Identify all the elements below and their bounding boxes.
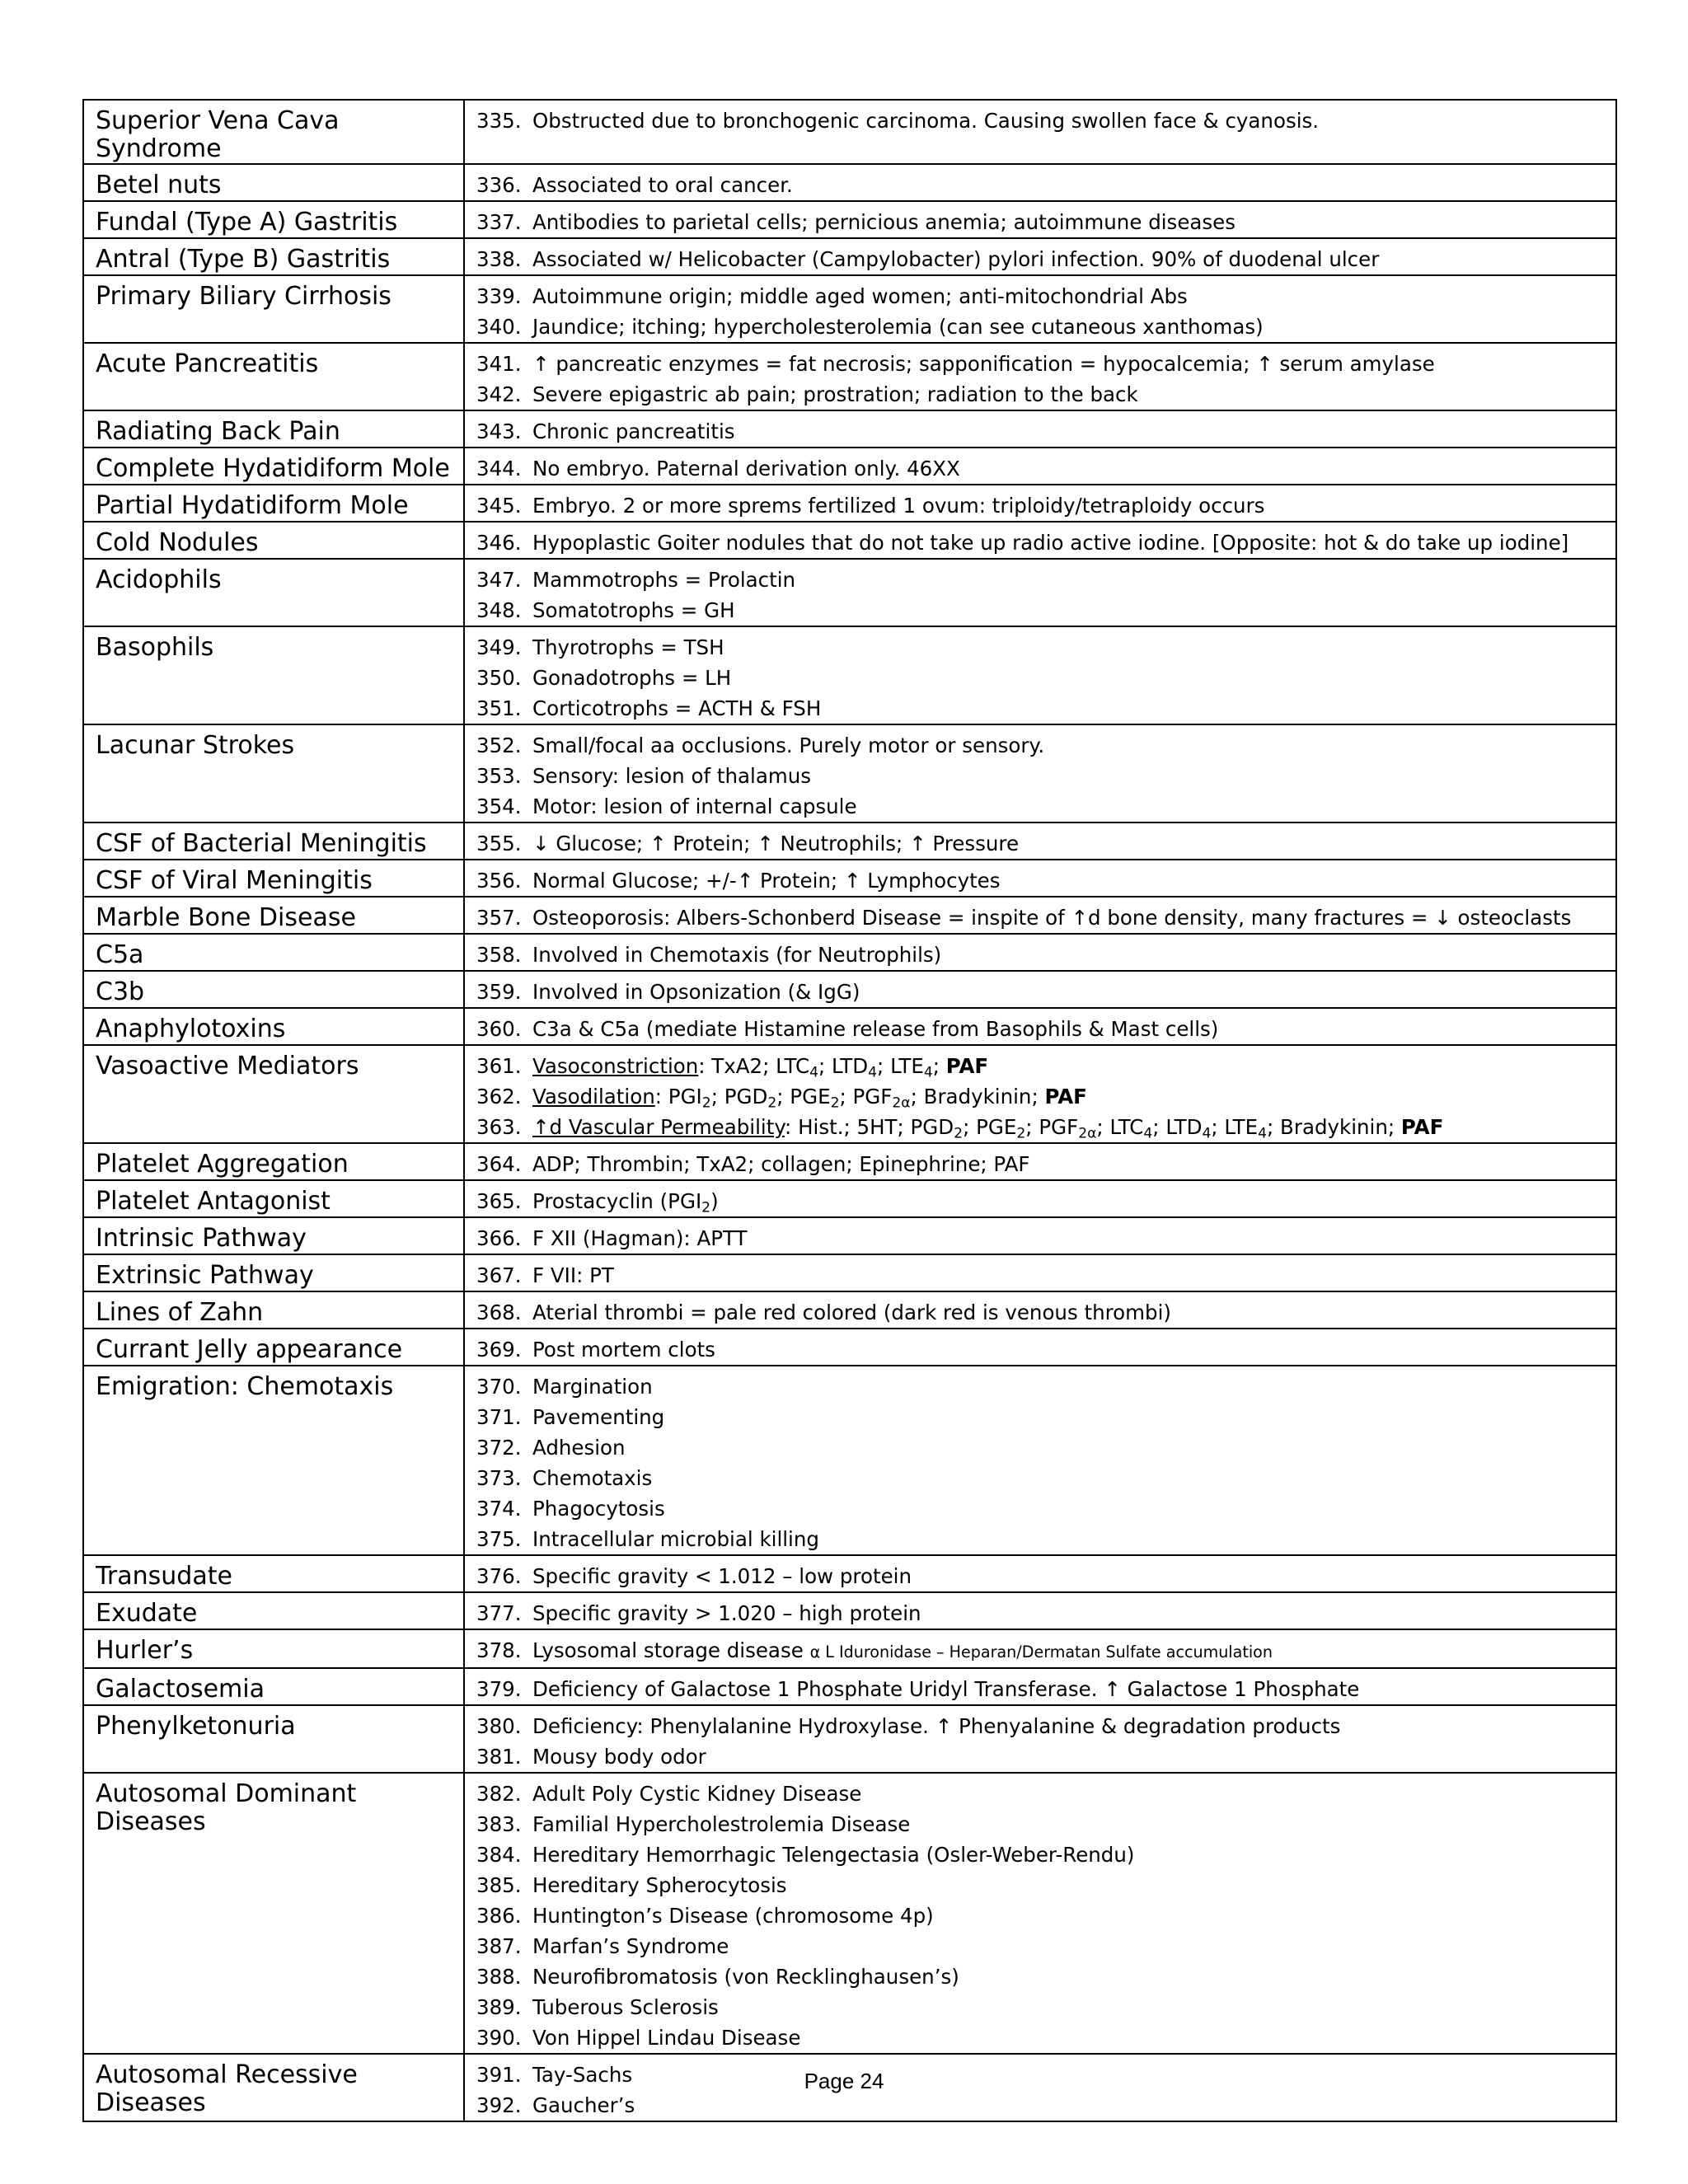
item-number: 382. — [476, 1782, 522, 1806]
definition-line — [476, 1598, 1615, 1629]
item-number: 389. — [476, 1995, 522, 2019]
item-number: 392. — [476, 2093, 522, 2117]
item-text: Familial Hypercholestrolemia Disease — [532, 1812, 911, 1836]
definition-line — [476, 1870, 1615, 1900]
term-cell: Autosomal Dominant Diseases — [83, 1773, 464, 2054]
item-number: 378. — [476, 1638, 522, 1662]
subscript: 2 — [701, 1199, 711, 1216]
definition-cell — [464, 1592, 1616, 1629]
item-number: 349. — [476, 635, 522, 659]
item-text: Motor: lesion of internal capsule — [532, 794, 857, 818]
subscript: 2α — [1078, 1125, 1097, 1142]
item-number: 355. — [476, 832, 522, 855]
definition-line — [476, 1223, 1615, 1254]
item-text: Corticotrophs = ACTH & FSH — [532, 696, 822, 720]
table-row — [83, 1555, 1616, 1592]
definition-line — [476, 1674, 1615, 1704]
item-text: Hypoplastic Goiter nodules that do not take up radio active iodine. [Opposite: hot & do take up iodine] — [532, 531, 1569, 555]
table-row — [83, 559, 1616, 626]
bold-text: PAF — [945, 1054, 989, 1078]
definition-cell — [464, 1668, 1616, 1705]
table-row — [83, 860, 1616, 897]
item-text: Jaundice; itching; hypercholesterolemia (can see cutaneous xanthomas) — [532, 315, 1264, 339]
definition-cell — [464, 485, 1616, 522]
definition-line — [476, 1081, 1615, 1112]
definition-line — [476, 1711, 1615, 1741]
definition-line — [476, 1186, 1615, 1216]
page-footer — [0, 2069, 1688, 2094]
definition-line — [476, 1741, 1615, 1772]
definition-line — [476, 453, 1615, 484]
table-row — [83, 1705, 1616, 1773]
item-text: Gonadotrophs = LH — [532, 666, 732, 690]
definition-cell — [464, 897, 1616, 934]
item-text: Adult Poly Cystic Kidney Disease — [532, 1782, 862, 1806]
table-row — [83, 1668, 1616, 1705]
item-number: 347. — [476, 568, 522, 592]
term-cell: Radiating Back Pain — [83, 410, 464, 448]
item-number: 366. — [476, 1226, 522, 1250]
item-text: Vasoconstriction: TxA2; $LTC_4$; $LTD_4$; $LTE_4$; PAF — [532, 1054, 989, 1081]
item-text: Involved in Opsonization (& IgG) — [532, 980, 860, 1004]
definition-cell — [464, 410, 1616, 448]
item-text: Hereditary Spherocytosis — [532, 1873, 787, 1897]
item-text: Involved in Chemotaxis (for Neutrophils) — [532, 943, 942, 967]
subscript: 4 — [868, 1064, 878, 1081]
item-number: 342. — [476, 382, 522, 406]
item-text: Autoimmune origin; middle aged women; anti-mitochondrial Abs — [532, 284, 1188, 308]
definition-line — [476, 828, 1615, 859]
item-number: 369. — [476, 1338, 522, 1361]
table-row — [83, 934, 1616, 971]
table-row — [83, 100, 1616, 164]
item-text: Antibodies to parietal cells; pernicious anemia; autoimmune diseases — [532, 210, 1236, 234]
item-number: 380. — [476, 1714, 522, 1738]
item-number: 379. — [476, 1677, 522, 1701]
definition-cell — [464, 1217, 1616, 1254]
term-cell: Emigration: Chemotaxis — [83, 1366, 464, 1555]
term-cell: Transudate — [83, 1555, 464, 1592]
definition-line — [476, 490, 1615, 521]
definition-cell — [464, 626, 1616, 724]
item-number: 367. — [476, 1263, 522, 1287]
term-cell: Marble Bone Disease — [83, 897, 464, 934]
definition-line — [476, 1809, 1615, 1840]
table-row — [83, 1180, 1616, 1217]
subscript: 4 — [923, 1064, 933, 1081]
definition-line — [476, 1149, 1615, 1179]
table-row — [83, 410, 1616, 448]
definition-line — [476, 349, 1615, 379]
item-number: 346. — [476, 531, 522, 555]
item-text: ↑ pancreatic enzymes = fat necrosis; sapponification = hypocalcemia; ↑ serum amylase — [532, 352, 1435, 376]
subscript: 2 — [767, 1094, 777, 1112]
item-text: Specific gravity < 1.012 – low protein — [532, 1564, 912, 1588]
notes-table-body — [83, 100, 1616, 2121]
term-cell: Intrinsic Pathway — [83, 1217, 464, 1254]
definition-line — [476, 902, 1615, 933]
definition-line — [476, 730, 1615, 761]
table-row — [83, 897, 1616, 934]
subscript: 4 — [1202, 1125, 1212, 1142]
table-row — [83, 275, 1616, 343]
definition-cell — [464, 164, 1616, 201]
item-number: 335. — [476, 109, 522, 133]
table-row — [83, 971, 1616, 1008]
item-text: Thyrotrophs = TSH — [532, 635, 724, 659]
definition-line — [476, 1779, 1615, 1809]
item-number: 362. — [476, 1085, 522, 1108]
subscript: 4 — [1143, 1125, 1153, 1142]
underlined-label: Vasodilation — [532, 1085, 655, 1108]
definition-line — [476, 1334, 1615, 1365]
definition-line — [476, 1635, 1615, 1667]
definition-cell — [464, 1291, 1616, 1329]
table-row — [83, 238, 1616, 275]
item-text: Tuberous Sclerosis — [532, 1995, 719, 2019]
definition-cell — [464, 1045, 1616, 1143]
definition-line — [476, 2022, 1615, 2053]
term-cell: Galactosemia — [83, 1668, 464, 1705]
term-cell: Extrinsic Pathway — [83, 1254, 464, 1291]
definition-line — [476, 1014, 1615, 1044]
subscript: 2α — [892, 1094, 911, 1112]
table-row — [83, 1008, 1616, 1045]
item-number: 377. — [476, 1601, 522, 1625]
table-row — [83, 1217, 1616, 1254]
definition-line — [476, 281, 1615, 312]
item-text: Chemotaxis — [532, 1466, 653, 1490]
definition-cell — [464, 275, 1616, 343]
table-row — [83, 1366, 1616, 1555]
definition-cell — [464, 1629, 1616, 1668]
table-row — [83, 1291, 1616, 1329]
definition-line — [476, 1992, 1615, 2022]
item-text: Hereditary Hemorrhagic Telengectasia (Osler-Weber-Rendu) — [532, 1843, 1135, 1867]
small-text: α L Iduronidase – Heparan/Dermatan Sulfate accumulation — [809, 1643, 1273, 1661]
item-text: Obstructed due to bronchogenic carcinoma. Causing swollen face & cyanosis. — [532, 109, 1320, 133]
term-cell: Platelet Antagonist — [83, 1180, 464, 1217]
definition-line — [476, 791, 1615, 822]
definition-cell — [464, 100, 1616, 164]
definition-line — [476, 1900, 1615, 1931]
item-text: Von Hippel Lindau Disease — [532, 2026, 801, 2050]
table-row — [83, 164, 1616, 201]
item-text: Adhesion — [532, 1436, 626, 1460]
item-number: 371. — [476, 1405, 522, 1429]
page-number: Page 24 — [804, 2069, 884, 2093]
term-cell: Primary Biliary Cirrhosis — [83, 275, 464, 343]
definition-line — [476, 244, 1615, 274]
definition-line — [476, 663, 1615, 693]
underlined-label: ↑d Vascular Permeability — [532, 1115, 785, 1139]
item-text: Vasodilation: $PGI_2$; $PGD_2$; $PGE_2$; $PGF_{2\alpha}$; Bradykinin; PAF — [532, 1085, 1087, 1112]
definition-line — [476, 1524, 1615, 1554]
item-number: 372. — [476, 1436, 522, 1460]
definition-cell — [464, 522, 1616, 559]
item-number: 352. — [476, 733, 522, 757]
item-text: Severe epigastric ab pain; prostration; radiation to the back — [532, 382, 1138, 406]
term-cell: Acute Pancreatitis — [83, 343, 464, 410]
definition-line — [476, 1260, 1615, 1291]
item-number: 338. — [476, 247, 522, 271]
term-cell: C3b — [83, 971, 464, 1008]
definition-cell — [464, 1705, 1616, 1773]
item-text: Neurofibromatosis (von Recklinghausen’s) — [532, 1965, 959, 1989]
definition-line — [476, 1297, 1615, 1328]
term-cell: Cold Nodules — [83, 522, 464, 559]
item-number: 390. — [476, 2026, 522, 2050]
term-cell: Currant Jelly appearance — [83, 1329, 464, 1366]
definition-line — [476, 1112, 1615, 1142]
item-text: Deficiency of Galactose 1 Phosphate Uridyl Transferase. ↑ Galactose 1 Phosphate — [532, 1677, 1360, 1701]
table-row — [83, 1254, 1616, 1291]
definition-line — [476, 565, 1615, 595]
definition-cell — [464, 934, 1616, 971]
item-text: Osteoporosis: Albers-Schonberd Disease = inspite of ↑d bone density, many fractures = ↓ osteoclasts — [532, 906, 1572, 930]
definition-line — [476, 1961, 1615, 1992]
item-number: 336. — [476, 173, 522, 197]
term-cell: CSF of Bacterial Meningitis — [83, 823, 464, 860]
definition-line — [476, 1463, 1615, 1493]
definition-line — [476, 865, 1615, 896]
item-number: 363. — [476, 1115, 522, 1139]
definition-line — [476, 1561, 1615, 1591]
item-number: 348. — [476, 598, 522, 622]
term-cell: Exudate — [83, 1592, 464, 1629]
underlined-label: Vasoconstriction — [532, 1054, 699, 1078]
item-text: Aterial thrombi = pale red colored (dark red is venous thrombi) — [532, 1301, 1171, 1324]
item-text: Marfan’s Syndrome — [532, 1934, 729, 1958]
definition-line — [476, 170, 1615, 200]
item-number: 343. — [476, 419, 522, 443]
term-cell: Superior Vena Cava Syndrome — [83, 100, 464, 164]
definition-cell — [464, 201, 1616, 238]
table-row — [83, 522, 1616, 559]
definition-line — [476, 1402, 1615, 1432]
definition-line — [476, 312, 1615, 342]
item-number: 365. — [476, 1189, 522, 1213]
item-number: 353. — [476, 764, 522, 788]
table-row — [83, 1592, 1616, 1629]
table-row — [83, 485, 1616, 522]
item-text: Pavementing — [532, 1405, 665, 1429]
term-cell: CSF of Viral Meningitis — [83, 860, 464, 897]
definition-line — [476, 207, 1615, 237]
table-row — [83, 343, 1616, 410]
definition-line — [476, 416, 1615, 447]
table-row — [83, 1773, 1616, 2054]
item-number: 344. — [476, 457, 522, 480]
definition-cell — [464, 1143, 1616, 1180]
item-text: C3a & C5a (mediate Histamine release from Basophils & Mast cells) — [532, 1017, 1219, 1041]
item-number: 360. — [476, 1017, 522, 1041]
item-number: 351. — [476, 696, 522, 720]
term-cell: Acidophils — [83, 559, 464, 626]
item-number: 354. — [476, 794, 522, 818]
term-cell: Anaphylotoxins — [83, 1008, 464, 1045]
item-text: Specific gravity > 1.020 – high protein — [532, 1601, 921, 1625]
subscript: 4 — [809, 1064, 818, 1081]
definition-line — [476, 105, 1615, 136]
term-cell: Autosomal Recessive Diseases — [83, 2054, 464, 2121]
definition-line — [476, 1931, 1615, 1961]
item-text: ↓ Glucose; ↑ Protein; ↑ Neutrophils; ↑ Pressure — [532, 832, 1020, 855]
definition-line — [476, 595, 1615, 626]
table-row — [83, 1045, 1616, 1143]
item-number: 358. — [476, 943, 522, 967]
subscript: 4 — [1258, 1125, 1268, 1142]
item-number: 386. — [476, 1904, 522, 1928]
item-number: 374. — [476, 1497, 522, 1521]
definition-cell — [464, 1366, 1616, 1555]
definition-line — [476, 940, 1615, 970]
definition-cell — [464, 559, 1616, 626]
item-text: Lysosomal storage disease α L Iduronidase – Heparan/Dermatan Sulfate accumulation — [532, 1638, 1273, 1662]
item-text: Small/focal aa occlusions. Purely motor or sensory. — [532, 733, 1045, 757]
item-text: Chronic pancreatitis — [532, 419, 735, 443]
item-number: 387. — [476, 1934, 522, 1958]
item-number: 370. — [476, 1375, 522, 1399]
subscript: 2 — [701, 1094, 711, 1112]
item-number: 359. — [476, 980, 522, 1004]
term-cell: Fundal (Type A) Gastritis — [83, 201, 464, 238]
term-cell: Partial Hydatidiform Mole — [83, 485, 464, 522]
item-number: 376. — [476, 1564, 522, 1588]
table-row — [83, 1143, 1616, 1180]
table-row — [83, 1629, 1616, 1668]
item-text: Embryo. 2 or more sprems fertilized 1 ovum: triploidy/tetraploidy occurs — [532, 494, 1265, 518]
item-number: 368. — [476, 1301, 522, 1324]
term-cell: Hurler’s — [83, 1629, 464, 1668]
term-cell: C5a — [83, 934, 464, 971]
item-text: No embryo. Paternal derivation only. 46XX — [532, 457, 960, 480]
definition-line — [476, 1051, 1615, 1081]
item-text: Prostacyclin $(PGI_2)$ — [532, 1189, 719, 1216]
term-cell: Lines of Zahn — [83, 1291, 464, 1329]
table-row — [83, 201, 1616, 238]
table-row — [83, 1329, 1616, 1366]
definition-line — [476, 527, 1615, 558]
item-number: 384. — [476, 1843, 522, 1867]
definition-line — [476, 632, 1615, 663]
definition-cell — [464, 1180, 1616, 1217]
table-row — [83, 823, 1616, 860]
item-number: 357. — [476, 906, 522, 930]
term-cell: Phenylketonuria — [83, 1705, 464, 1773]
item-number: 373. — [476, 1466, 522, 1490]
item-number: 385. — [476, 1873, 522, 1897]
item-text: Post mortem clots — [532, 1338, 715, 1361]
definition-cell — [464, 1008, 1616, 1045]
item-text: Margination — [532, 1375, 653, 1399]
item-text: ↑d Vascular Permeability: Hist.; 5HT; $PGD_2$; $PGE_2$; $PGF_{2\alpha}$; $LTC_4$; $LTD_4$; $LTE_4$; Bradykinin; PAF — [532, 1115, 1444, 1142]
definition-cell — [464, 238, 1616, 275]
term-cell: Basophils — [83, 626, 464, 724]
definition-cell — [464, 1555, 1616, 1592]
definition-cell — [464, 1329, 1616, 1366]
item-text: Associated to oral cancer. — [532, 173, 793, 197]
definition-cell — [464, 448, 1616, 485]
item-text: Tay-Sachs — [532, 2063, 633, 2087]
term-cell: Vasoactive Mediators — [83, 1045, 464, 1143]
term-cell: Lacunar Strokes — [83, 724, 464, 823]
item-number: 356. — [476, 869, 522, 893]
table-row — [83, 626, 1616, 724]
item-text: Deficiency: Phenylalanine Hydroxylase. ↑ Phenyalanine & degradation products — [532, 1714, 1341, 1738]
definition-cell — [464, 343, 1616, 410]
definition-cell — [464, 1773, 1616, 2054]
bold-text: PAF — [1044, 1085, 1087, 1108]
item-number: 391. — [476, 2063, 522, 2087]
term-cell: Betel nuts — [83, 164, 464, 201]
item-number: 339. — [476, 284, 522, 308]
item-number: 383. — [476, 1812, 522, 1836]
item-number: 364. — [476, 1152, 522, 1176]
definition-cell — [464, 971, 1616, 1008]
definition-line — [476, 379, 1615, 410]
notes-table — [82, 99, 1617, 2122]
item-text: Mammotrophs = Prolactin — [532, 568, 796, 592]
item-number: 350. — [476, 666, 522, 690]
item-text: F XII (Hagman): APTT — [532, 1226, 748, 1250]
item-number: 381. — [476, 1745, 522, 1769]
term-cell: Antral (Type B) Gastritis — [83, 238, 464, 275]
item-text: Mousy body odor — [532, 1745, 706, 1769]
definition-line — [476, 761, 1615, 791]
table-row — [83, 724, 1616, 823]
item-number: 341. — [476, 352, 522, 376]
item-number: 337. — [476, 210, 522, 234]
item-text: Gaucher’s — [532, 2093, 635, 2117]
item-number: 375. — [476, 1527, 522, 1551]
subscript: 2 — [1016, 1125, 1026, 1142]
definition-cell — [464, 823, 1616, 860]
term-cell: Complete Hydatidiform Mole — [83, 448, 464, 485]
item-text: F VII: PT — [532, 1263, 614, 1287]
definition-line — [476, 1840, 1615, 1870]
item-number: 345. — [476, 494, 522, 518]
definition-line — [476, 1432, 1615, 1463]
definition-line — [476, 2090, 1615, 2121]
definition-cell — [464, 860, 1616, 897]
item-text: Somatotrophs = GH — [532, 598, 735, 622]
item-text: ADP; Thrombin; TxA2; collagen; Epinephrine; PAF — [532, 1152, 1030, 1176]
subscript: 2 — [954, 1125, 964, 1142]
item-text: Normal Glucose; +/-↑ Protein; ↑ Lymphocytes — [532, 869, 1001, 893]
definition-cell — [464, 724, 1616, 823]
subscript: 2 — [830, 1094, 840, 1112]
term-cell: Platelet Aggregation — [83, 1143, 464, 1180]
item-number: 388. — [476, 1965, 522, 1989]
item-text: Phagocytosis — [532, 1497, 665, 1521]
item-number: 361. — [476, 1054, 522, 1078]
definition-line — [476, 1371, 1615, 1402]
definition-line — [476, 977, 1615, 1007]
item-text: Associated w/ Helicobacter (Campylobacter) pylori infection. 90% of duodenal ulcer — [532, 247, 1380, 271]
definition-line — [476, 1493, 1615, 1524]
item-text: Sensory: lesion of thalamus — [532, 764, 812, 788]
definition-line — [476, 693, 1615, 724]
bold-text: PAF — [1400, 1115, 1444, 1139]
item-text: Huntington’s Disease (chromosome 4p) — [532, 1904, 934, 1928]
definition-cell — [464, 1254, 1616, 1291]
table-row — [83, 448, 1616, 485]
item-text: Intracellular microbial killing — [532, 1527, 819, 1551]
item-number: 340. — [476, 315, 522, 339]
